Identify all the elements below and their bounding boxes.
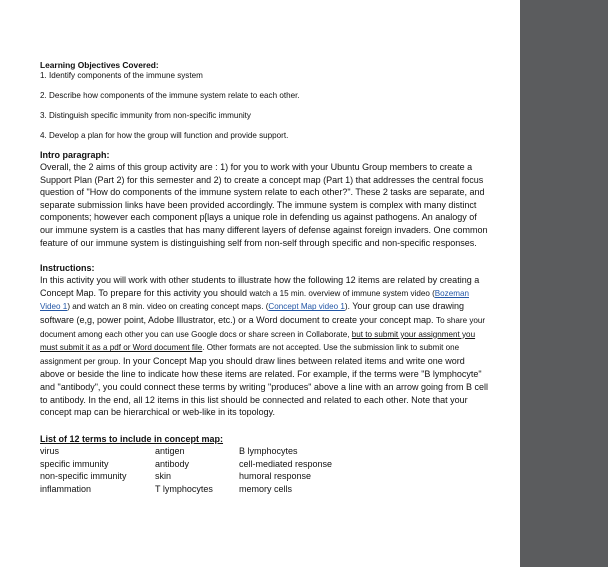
table-row	[40, 445, 332, 458]
table-row	[40, 483, 332, 496]
instructions-text: ) and watch an 8 min. video on creating concept maps. (	[67, 302, 269, 312]
term-cell: T lymphocytes	[155, 484, 213, 495]
table-row	[40, 470, 332, 483]
terms-table	[40, 445, 332, 496]
terms-heading: List of 12 terms to include in concept map:	[40, 433, 224, 444]
objective-item: 4. Develop a plan for how the group will function and provide support.	[40, 131, 289, 140]
term-cell: cell-mediated response	[239, 458, 333, 469]
spacer	[40, 419, 490, 425]
learning-objectives	[40, 60, 490, 142]
term-cell: memory cells	[239, 484, 293, 495]
objectives-heading: Learning Objectives Covered:	[40, 60, 159, 70]
spacer	[40, 249, 490, 262]
bozeman-video-link[interactable]: Bozeman Video 1	[40, 288, 469, 312]
term-cell: B lymphocytes	[239, 445, 298, 456]
instructions-text: watch a 15 min. overview of immune system video (	[249, 288, 435, 298]
instructions-paragraph	[40, 274, 490, 419]
term-cell: virus	[40, 445, 60, 456]
instructions-heading: Instructions:	[40, 262, 95, 273]
intro-heading: Intro paragraph:	[40, 149, 110, 160]
objective-item: 3. Distinguish specific immunity from non-specific immunity	[40, 111, 251, 120]
instructions-text: In this activity you will work with other students to illustrate how the following 12 items are related by creating a Concept Map. To prepare for this activity you should	[40, 275, 480, 298]
objective-item: 1. Identify components of the immune system	[40, 71, 203, 80]
instructions-text: In your Concept Map you should draw lines between related items and write one word above or beside the line to indicate how these items are related. For example, if the terms were "B lymphocyte" and "antibody", you could connect these terms by writing "produces" above a line with an arrow going from B cell to antibody. In the end, all 12 items in this list should be connected and related to each other. Note that your concept map can be hierarchical or web-like in its topology.	[40, 355, 489, 418]
term-cell: antigen	[155, 445, 185, 456]
objective-item: 2. Describe how components of the immune system relate to each other.	[40, 91, 300, 100]
submission-requirement: but to submit your assignment you must submit it as a pdf or Word document file	[40, 329, 476, 353]
concept-map-video-link[interactable]: Concept Map video 1	[268, 302, 345, 312]
instructions-text: . Other formats are not accepted. Use the submission link to submit one assignment per group.	[40, 343, 460, 366]
intro-paragraph: Overall, the 2 aims of this group activity are : 1) for you to work with your Ubuntu Group members to create a Support Plan (Part 2) for this semester and 2) to create a concept map (Part 1) that addresses the central focus question of "How do components of the immune system relate to each other?". These 2 tasks are separate, and separate submission links have been provided accordingly. The immune system is complex with many distinct components; however each component p[lays a unique role in defending us against pathogens. An analogy of our immune system is a castles that has many different layers of defense against foreign invaders. One common feature of our immune system is distinguishing self from non-self through specific and non-specific responses.	[40, 162, 488, 248]
viewer-side-gutter	[520, 0, 608, 567]
term-cell: humoral response	[239, 471, 312, 482]
table-row	[40, 458, 332, 471]
instructions-text: ).	[344, 302, 350, 312]
term-cell: non-specific immunity	[40, 471, 127, 482]
instructions-text: To share your document among each other you can use Google docs or share screen in Collaborate,	[40, 316, 486, 339]
term-cell: specific immunity	[40, 458, 109, 469]
document-content	[40, 60, 490, 496]
instructions-text: Your group can use drawing software (e,g, power point, Adobe Illustrator, etc.) or a Word document to create your concept map.	[40, 301, 464, 326]
term-cell: inflammation	[40, 484, 92, 495]
term-cell: antibody	[155, 458, 190, 469]
term-cell: skin	[155, 471, 172, 482]
